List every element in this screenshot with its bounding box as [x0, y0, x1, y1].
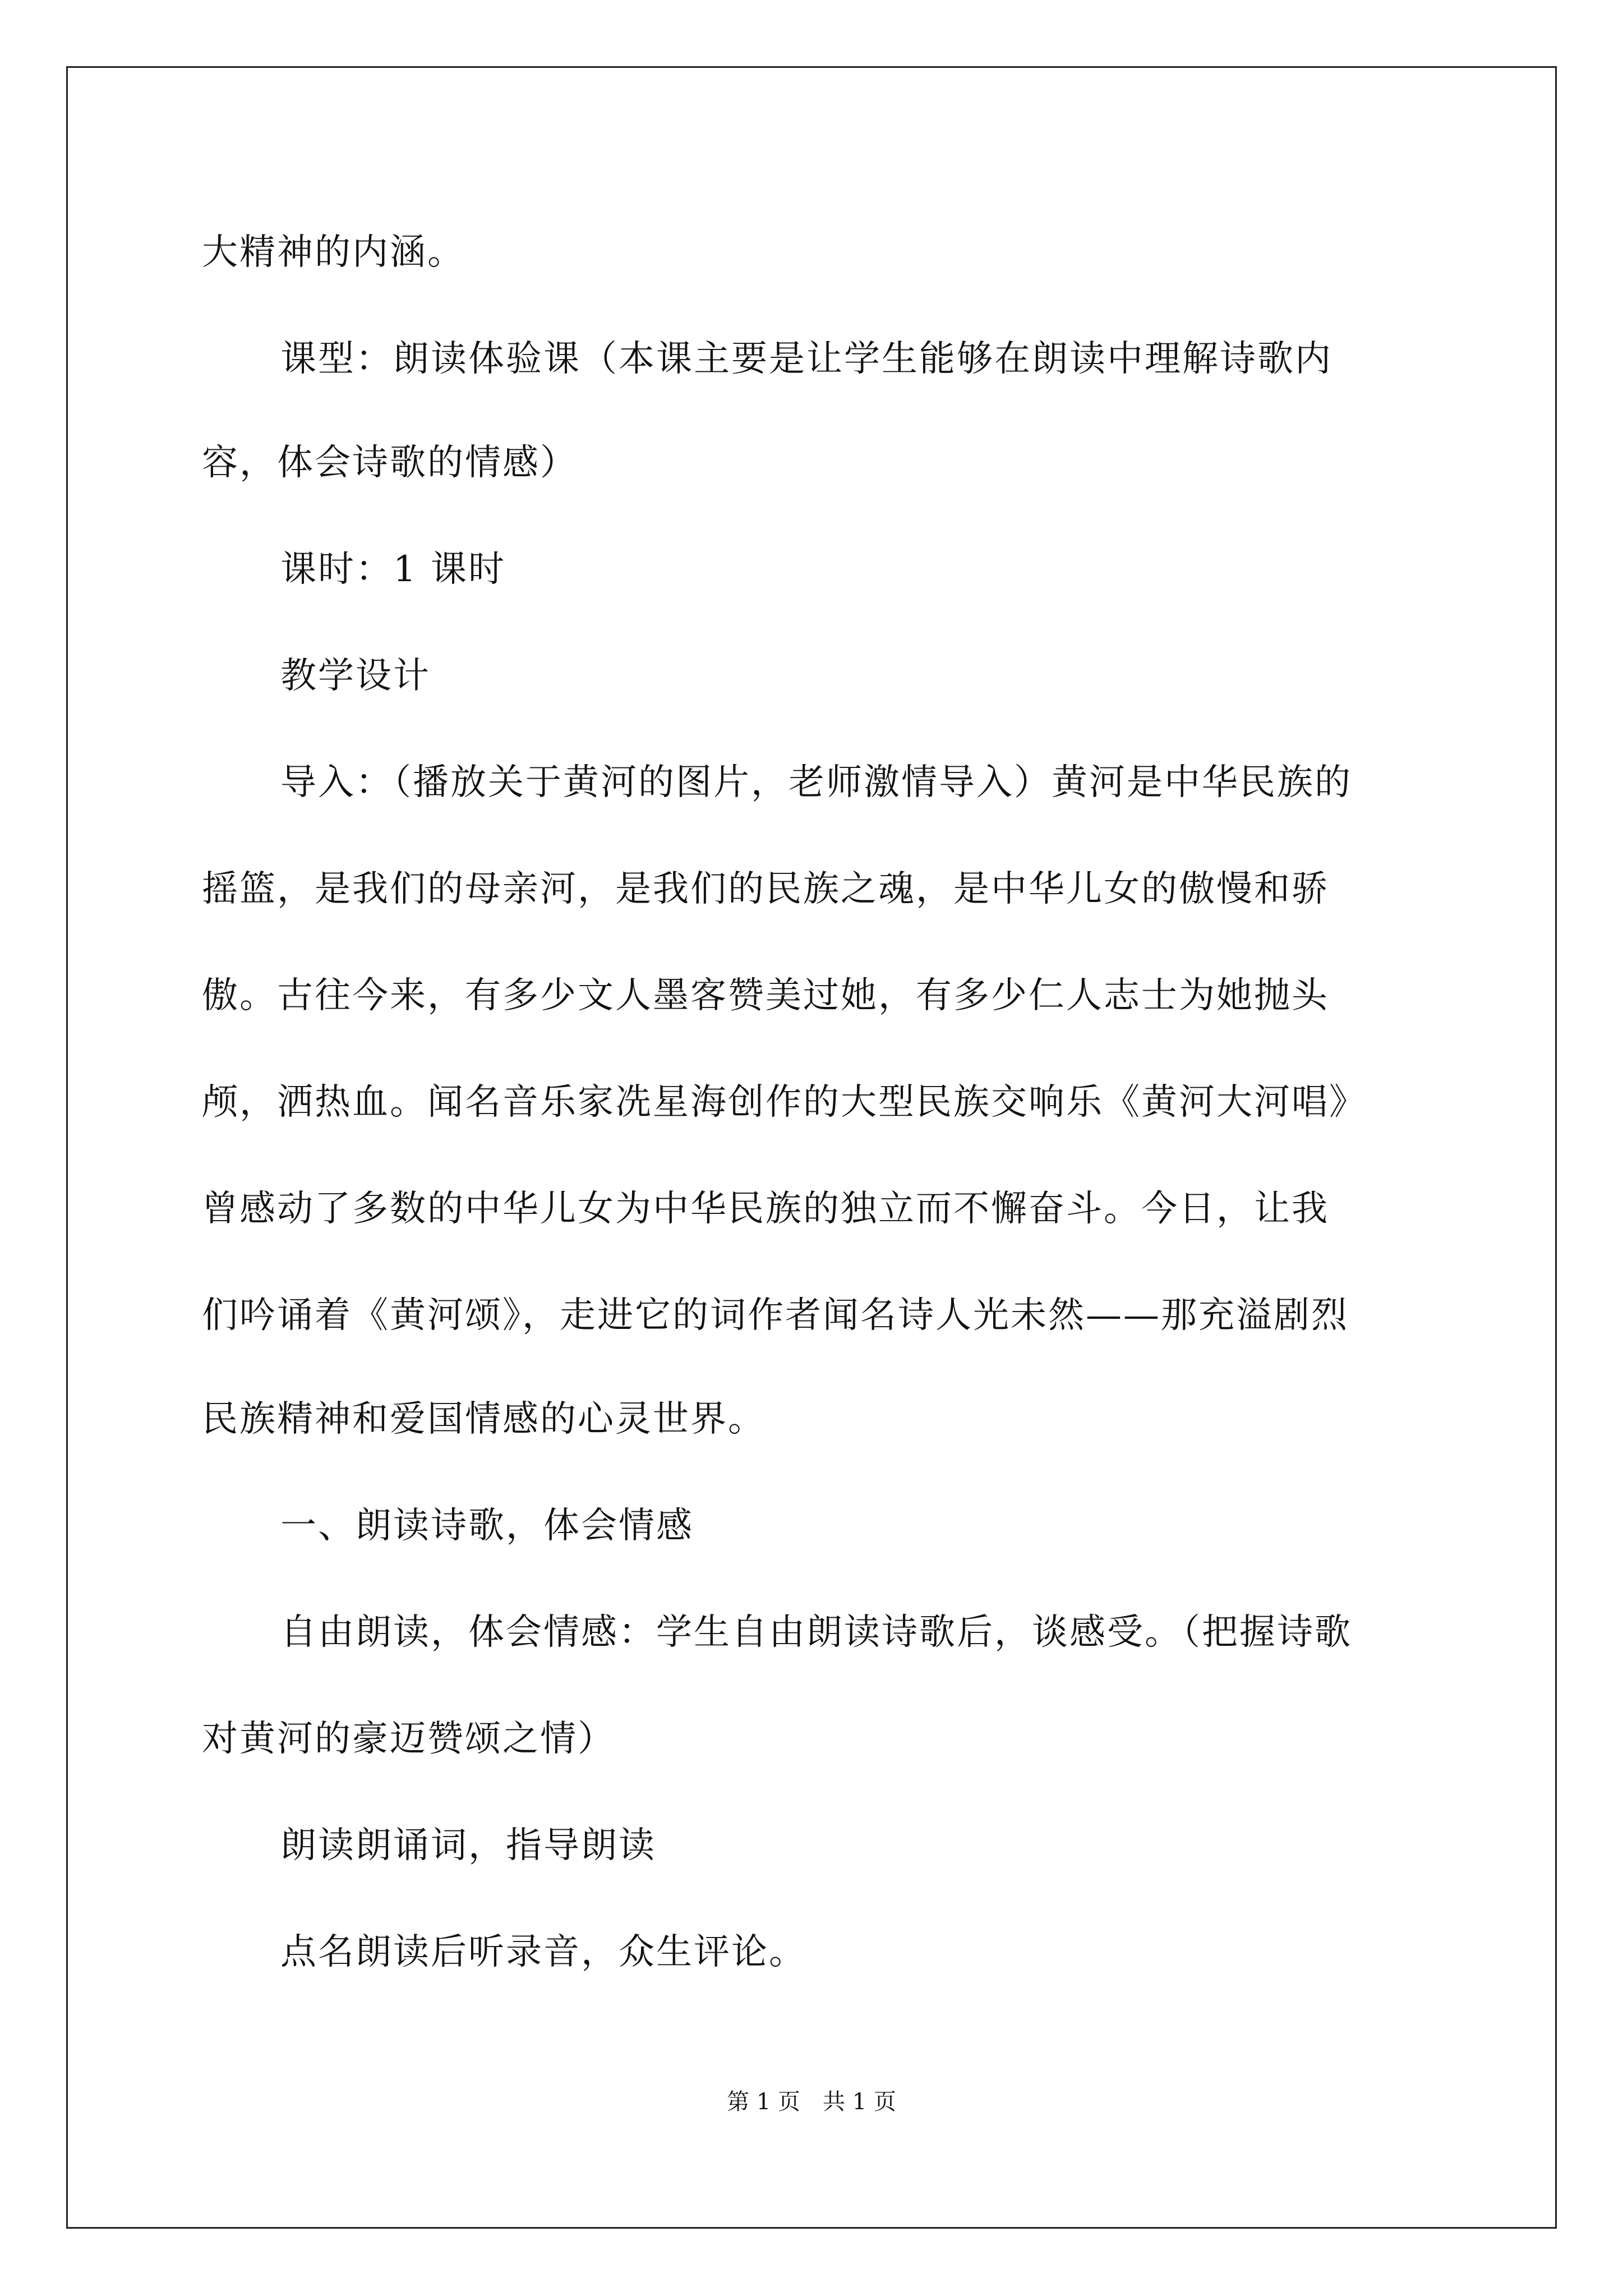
text-line: 大精神的内涵。 — [202, 232, 465, 273]
text-line: 摇篮，是我们的母亲河，是我们的民族之魂，是中华儿女的傲慢和骄 — [202, 868, 1329, 910]
text-line: 对黄河的豪迈赞颂之情） — [202, 1718, 615, 1760]
text-line: 朗读朗诵词，指导朗读 — [280, 1825, 656, 1866]
text-line: 教学设计 — [280, 655, 431, 697]
text-line: 导入：（播放关于黄河的图片，老师激情导入）黄河是中华民族的 — [280, 762, 1352, 803]
text-line: 颅，洒热血。闻名音乐家冼星海创作的大型民族交响乐《黄河大河唱》 — [202, 1082, 1367, 1123]
text-line: 曾感动了多数的中华儿女为中华民族的独立而不懈奋斗。今日，让我 — [202, 1188, 1329, 1230]
text-line: 课型：朗读体验课（本课主要是让学生能够在朗读中理解诗歌内 — [280, 338, 1332, 380]
text-line: 们吟诵着《黄河颂》，走进它的词作者闻名诗人光未然——那充溢剧烈 — [202, 1295, 1349, 1336]
text-line: 民族精神和爱国情感的心灵世界。 — [202, 1398, 766, 1440]
text-line: 点名朗读后听录音，众生评论。 — [280, 1931, 806, 1973]
page-border — [66, 66, 1557, 2229]
text-line: 傲。古往今来，有多少文人墨客赞美过她，有多少仁人志士为她抛头 — [202, 975, 1329, 1016]
text-line: 课时：1 课时 — [280, 549, 506, 590]
page-number-footer: 第 1 页 共 1 页 — [727, 2089, 896, 2115]
section-heading: 一、朗读诗歌，体会情感 — [280, 1505, 694, 1547]
text-line: 容，体会诗歌的情感） — [202, 442, 578, 484]
text-line: 自由朗读，体会情感：学生自由朗读诗歌后，谈感受。（把握诗歌 — [280, 1612, 1352, 1653]
